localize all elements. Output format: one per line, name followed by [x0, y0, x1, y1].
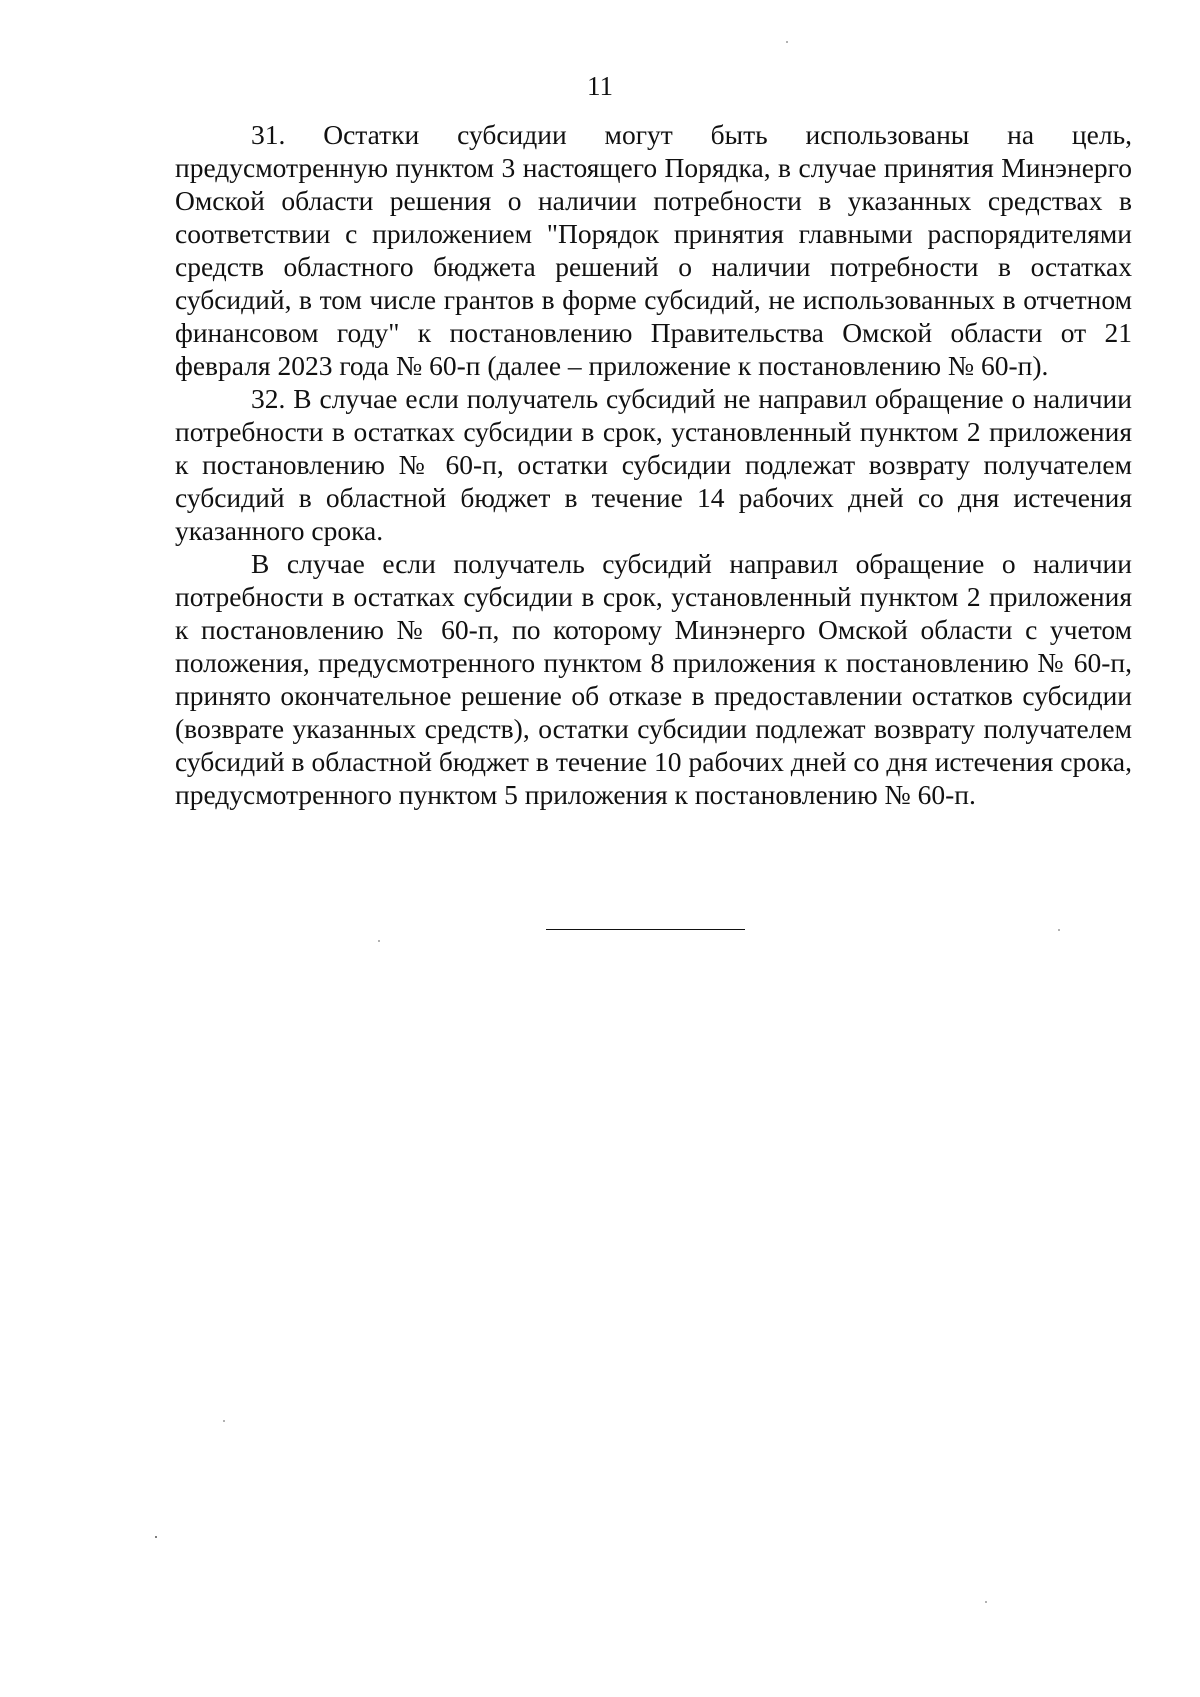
- scan-speck: [985, 1601, 987, 1603]
- paragraph-31: 31. Остатки субсидии могут быть использованы на цель, предусмотренную пунктом 3 настоящего Порядка, в случае принятия Минэнерго Омской области решения о наличии потребности в указанных средствах в соответствии с приложением "Порядок принятия главными распорядителями средств областного бюджета решений о наличии потребности в остатках субсидий, в том числе грантов в форме субсидий, не использованных в отчетном финансовом году" к постановлению Правительства Омской области от 21 февраля 2023 года № 60-п (далее – приложение к постановлению № 60-п).: [175, 119, 1132, 381]
- end-divider-line: [546, 929, 745, 930]
- scan-speck: [378, 940, 380, 942]
- paragraph-32: 32. В случае если получатель субсидий не направил обращение о наличии потребности в остатках субсидии в срок, установленный пунктом 2 приложения к постановлению № 60-п, остатки субсидии подлежат возврату получателем субсидий в областной бюджет в течение 14 рабочих дней со дня истечения указанного срока.: [175, 383, 1132, 546]
- page-number: 11: [587, 71, 613, 101]
- paragraph-32-continuation: В случае если получатель субсидий направил обращение о наличии потребности в остатках субсидии в срок, установленный пунктом 2 приложения к постановлению № 60-п, по которому Минэнерго Омской области с учетом положения, предусмотренного пунктом 8 приложения к постановлению № 60-п, принято окончательное решение об отказе в предоставлении остатков субсидии (возврате указанных средств), остатки субсидии подлежат возврату получателем субсидий в областной бюджет в течение 10 рабочих дней со дня истечения срока, предусмотренного пунктом 5 приложения к постановлению № 60-п.: [175, 548, 1132, 810]
- scan-speck: [1058, 929, 1060, 931]
- document-body: [175, 118, 1132, 811]
- scan-speck: [155, 1536, 157, 1538]
- scan-speck: [223, 1420, 225, 1422]
- scan-speck: [786, 41, 788, 43]
